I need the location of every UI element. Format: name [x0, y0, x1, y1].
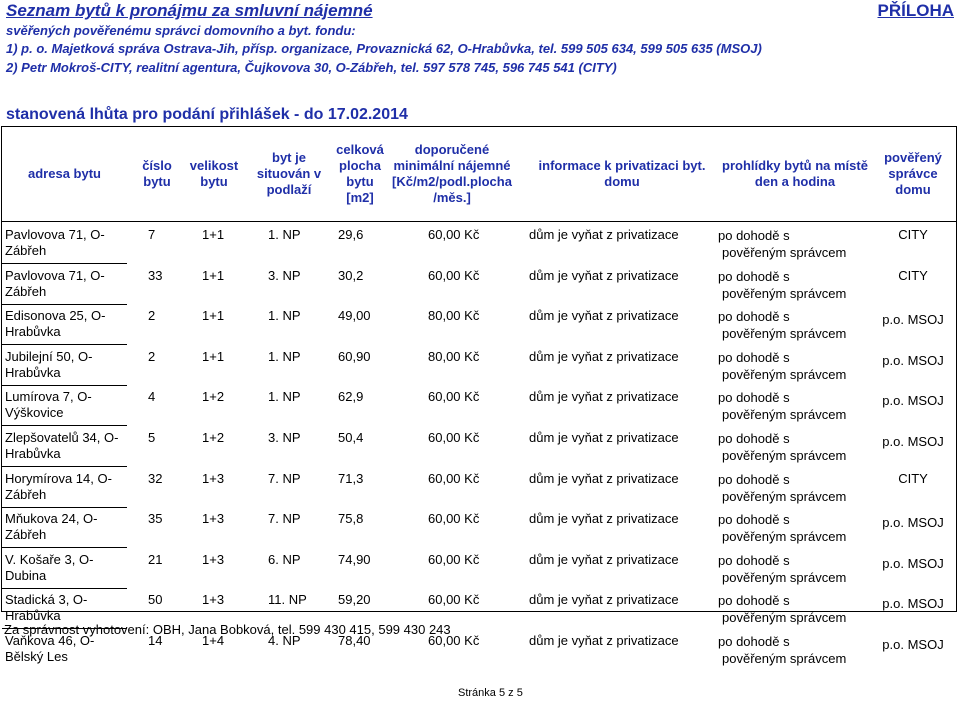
page-number: Stránka 5 z 5: [458, 687, 523, 699]
row-floor: 7. NP: [268, 511, 301, 527]
row-viewing: [718, 349, 868, 383]
row-viewing: [718, 633, 868, 667]
row-rent: 60,00 Kč: [428, 430, 480, 445]
row-area: 74,90: [338, 551, 371, 567]
row-viewing-line-1: po dohodě s: [718, 634, 790, 649]
row-privatization-info: dům je vyňat z privatizace: [529, 511, 679, 527]
row-number: 14: [148, 633, 163, 648]
row-area: 30,2: [338, 267, 364, 283]
row-floor: 1. NP: [268, 389, 301, 405]
row-floor: 3. NP: [268, 430, 301, 445]
row-viewing-line-1: po dohodě s: [718, 390, 790, 406]
row-viewing: [718, 592, 868, 626]
row-address: Zlepšovatelů 34, O-Hrabůvka: [5, 430, 119, 461]
row-floor: 1. NP: [268, 348, 301, 364]
appendix-label: PŘÍLOHA: [877, 1, 954, 20]
table-row: [2, 631, 956, 672]
row-floor: 3. NP: [268, 267, 301, 283]
row-manager: p.o. MSOJ: [882, 596, 944, 612]
row-number: 32: [148, 470, 163, 486]
table-row: [2, 469, 956, 510]
table-row: [2, 509, 956, 550]
row-size: 1+4: [202, 633, 225, 648]
row-viewing: [718, 471, 868, 505]
row-address: Lumírova 7, O-Výškovice: [5, 389, 92, 421]
row-viewing-line-2: pověřeným správcem: [722, 285, 847, 301]
header-divider: [2, 221, 956, 222]
row-divider: [2, 425, 127, 426]
document-title: Seznam bytů k pronájmu za smluvní nájemné: [6, 1, 373, 20]
row-rent: 60,00 Kč: [428, 227, 480, 242]
row-floor: 4. NP: [268, 633, 301, 648]
row-viewing-line-1: po dohodě s: [718, 309, 790, 325]
row-viewing-line-2: pověřeným správcem: [722, 488, 847, 504]
row-viewing-line-1: po dohodě s: [718, 268, 790, 284]
column-header-manager: pověřený správce domu: [884, 150, 942, 197]
row-viewing: [718, 227, 868, 261]
row-address: Vaňkova 46, O-Bělský Les: [5, 633, 95, 664]
row-divider: [2, 344, 127, 345]
row-viewing-line-1: po dohodě s: [718, 228, 790, 243]
row-privatization-info: dům je vyňat z privatizace: [529, 430, 679, 445]
row-viewing-line-1: po dohodě s: [718, 349, 790, 365]
row-number: 7: [148, 227, 156, 242]
table-row: [2, 428, 956, 469]
row-number: 2: [148, 308, 156, 324]
row-privatization-info: dům je vyňat z privatizace: [529, 227, 679, 242]
row-area: 60,90: [338, 348, 371, 364]
row-privatization-info: dům je vyňat z privatizace: [529, 551, 679, 567]
row-manager: p.o. MSOJ: [882, 515, 944, 531]
row-size: 1+1: [202, 308, 225, 324]
deadline-notice: stanovená lhůta pro podání přihlášek - do 17.02.2014: [6, 106, 408, 123]
row-floor: 7. NP: [268, 470, 301, 486]
table-row: [2, 266, 956, 307]
column-header-floor: byt je situován v podlaží: [256, 150, 322, 197]
column-header-area: celková plocha bytu [m2]: [336, 142, 384, 205]
row-privatization-info: dům je vyňat z privatizace: [529, 308, 679, 324]
row-manager: p.o. MSOJ: [882, 434, 944, 449]
row-rent: 80,00 Kč: [428, 348, 480, 364]
row-viewing-line-2: pověřeným správcem: [722, 651, 847, 666]
row-divider: [2, 466, 127, 467]
row-area: 59,20: [338, 592, 371, 608]
row-divider: [2, 547, 127, 548]
row-number: 2: [148, 348, 156, 364]
column-header-number: číslo bytu: [142, 158, 172, 189]
row-viewing-line-1: po dohodě s: [718, 552, 790, 568]
table-row: [2, 306, 956, 347]
row-viewing-line-2: pověřeným správcem: [722, 245, 847, 260]
table-row: [2, 387, 956, 428]
row-rent: 60,00 Kč: [428, 389, 480, 405]
row-viewing-line-2: pověřeným správcem: [722, 407, 847, 423]
row-rent: 60,00 Kč: [428, 511, 480, 527]
row-floor: 6. NP: [268, 551, 301, 567]
row-area: 62,9: [338, 389, 364, 405]
table-row: [2, 347, 956, 388]
row-privatization-info: dům je vyňat z privatizace: [529, 633, 679, 648]
row-manager: CITY: [898, 227, 928, 242]
table-row: [2, 550, 956, 591]
row-viewing: [718, 552, 868, 586]
row-size: 1+1: [202, 267, 225, 283]
row-viewing-line-2: pověřeným správcem: [722, 569, 847, 585]
footer-note: Za správnost vyhotovení: OBH, Jana Bobková, tel. 599 430 415, 599 430 243: [4, 622, 451, 637]
row-size: 1+1: [202, 348, 225, 364]
row-divider: [2, 304, 127, 305]
row-number: 33: [148, 267, 163, 283]
row-manager: p.o. MSOJ: [882, 393, 944, 409]
row-address: Pavlovova 71, O-Zábřeh: [5, 227, 105, 258]
row-address: Stadická 3, O-Hrabůvka: [5, 592, 88, 624]
row-viewing-line-2: pověřeným správcem: [722, 610, 847, 626]
row-area: 78,40: [338, 633, 371, 648]
row-privatization-info: dům je vyňat z privatizace: [529, 592, 679, 608]
row-number: 21: [148, 551, 163, 567]
row-viewing-line-1: po dohodě s: [718, 593, 790, 609]
column-header-rent: doporučené minimální nájemné [Kč/m2/podl.plocha /měs.]: [392, 142, 512, 205]
row-rent: 60,00 Kč: [428, 592, 480, 608]
row-manager: CITY: [898, 267, 928, 283]
row-privatization-info: dům je vyňat z privatizace: [529, 267, 679, 283]
row-viewing-line-2: pověřeným správcem: [722, 366, 847, 382]
row-viewing: [718, 268, 868, 302]
row-size: 1+3: [202, 470, 225, 486]
row-viewing: [718, 430, 868, 464]
row-divider: [2, 263, 127, 264]
column-header-address: adresa bytu: [28, 166, 101, 181]
row-number: 4: [148, 389, 156, 405]
row-manager: p.o. MSOJ: [882, 555, 944, 571]
row-viewing-line-2: pověřeným správcem: [722, 326, 847, 342]
row-rent: 60,00 Kč: [428, 551, 480, 567]
subtitle-line-1: svěřených pověřenému správci domovního a byt. fondu:: [6, 23, 356, 38]
row-manager: p.o. MSOJ: [882, 352, 944, 368]
row-address: Horymírova 14, O-Zábřeh: [5, 470, 112, 502]
row-area: 71,3: [338, 470, 364, 486]
row-divider: [2, 385, 127, 386]
row-rent: 60,00 Kč: [428, 633, 480, 648]
row-address: Pavlovova 71, O-Zábřeh: [5, 267, 105, 299]
row-divider: [2, 588, 127, 589]
row-number: 5: [148, 430, 156, 445]
row-privatization-info: dům je vyňat z privatizace: [529, 470, 679, 486]
row-viewing-line-2: pověřeným správcem: [722, 529, 847, 545]
row-address: Jubilejní 50, O-Hrabůvka: [5, 348, 93, 380]
row-floor: 11. NP: [268, 592, 307, 608]
row-manager: CITY: [898, 470, 928, 486]
row-number: 35: [148, 511, 163, 527]
row-size: 1+3: [202, 511, 225, 527]
row-viewing: [718, 308, 868, 342]
row-number: 50: [148, 592, 163, 608]
row-viewing-line-1: po dohodě s: [718, 512, 790, 528]
row-divider: [2, 507, 127, 508]
column-header-size: velikost bytu: [189, 158, 239, 189]
row-rent: 80,00 Kč: [428, 308, 480, 324]
row-floor: 1. NP: [268, 227, 301, 242]
row-area: 50,4: [338, 430, 364, 445]
row-floor: 1. NP: [268, 308, 301, 324]
subtitle-line-2: 1) p. o. Majetková správa Ostrava-Jih, přísp. organizace, Provaznická 62, O-Hrabůvka, tel. 599 505 634, 599 505 635 (MSOJ): [6, 41, 762, 56]
row-viewing-line-2: pověřeným správcem: [722, 448, 847, 463]
row-viewing: [718, 389, 868, 423]
row-size: 1+1: [202, 227, 225, 242]
column-header-info: informace k privatizaci byt. domu: [538, 158, 706, 189]
column-header-viewing: prohlídky bytů na místě den a hodina: [722, 158, 868, 189]
row-address: Edisonova 25, O-Hrabůvka: [5, 308, 106, 340]
row-rent: 60,00 Kč: [428, 267, 480, 283]
row-manager: p.o. MSOJ: [882, 637, 944, 652]
subtitle-line-3: 2) Petr Mokroš-CITY, realitní agentura, Čujkovova 30, O-Zábřeh, tel. 597 578 745, 596 745 541 (CITY): [6, 60, 617, 75]
row-address: Mňukova 24, O-Zábřeh: [5, 511, 98, 543]
row-area: 75,8: [338, 511, 364, 527]
row-area: 29,6: [338, 227, 364, 242]
row-viewing-line-1: po dohodě s: [718, 431, 790, 446]
table-row: [2, 225, 956, 266]
row-area: 49,00: [338, 308, 371, 324]
row-address: V. Košaře 3, O-Dubina: [5, 551, 94, 583]
row-rent: 60,00 Kč: [428, 470, 480, 486]
row-size: 1+3: [202, 551, 225, 567]
row-privatization-info: dům je vyňat z privatizace: [529, 389, 679, 405]
row-size: 1+2: [202, 430, 225, 445]
row-viewing: [718, 511, 868, 545]
row-viewing-line-1: po dohodě s: [718, 471, 790, 487]
row-size: 1+2: [202, 389, 225, 405]
row-manager: p.o. MSOJ: [882, 312, 944, 328]
row-size: 1+3: [202, 592, 225, 608]
row-privatization-info: dům je vyňat z privatizace: [529, 348, 679, 364]
